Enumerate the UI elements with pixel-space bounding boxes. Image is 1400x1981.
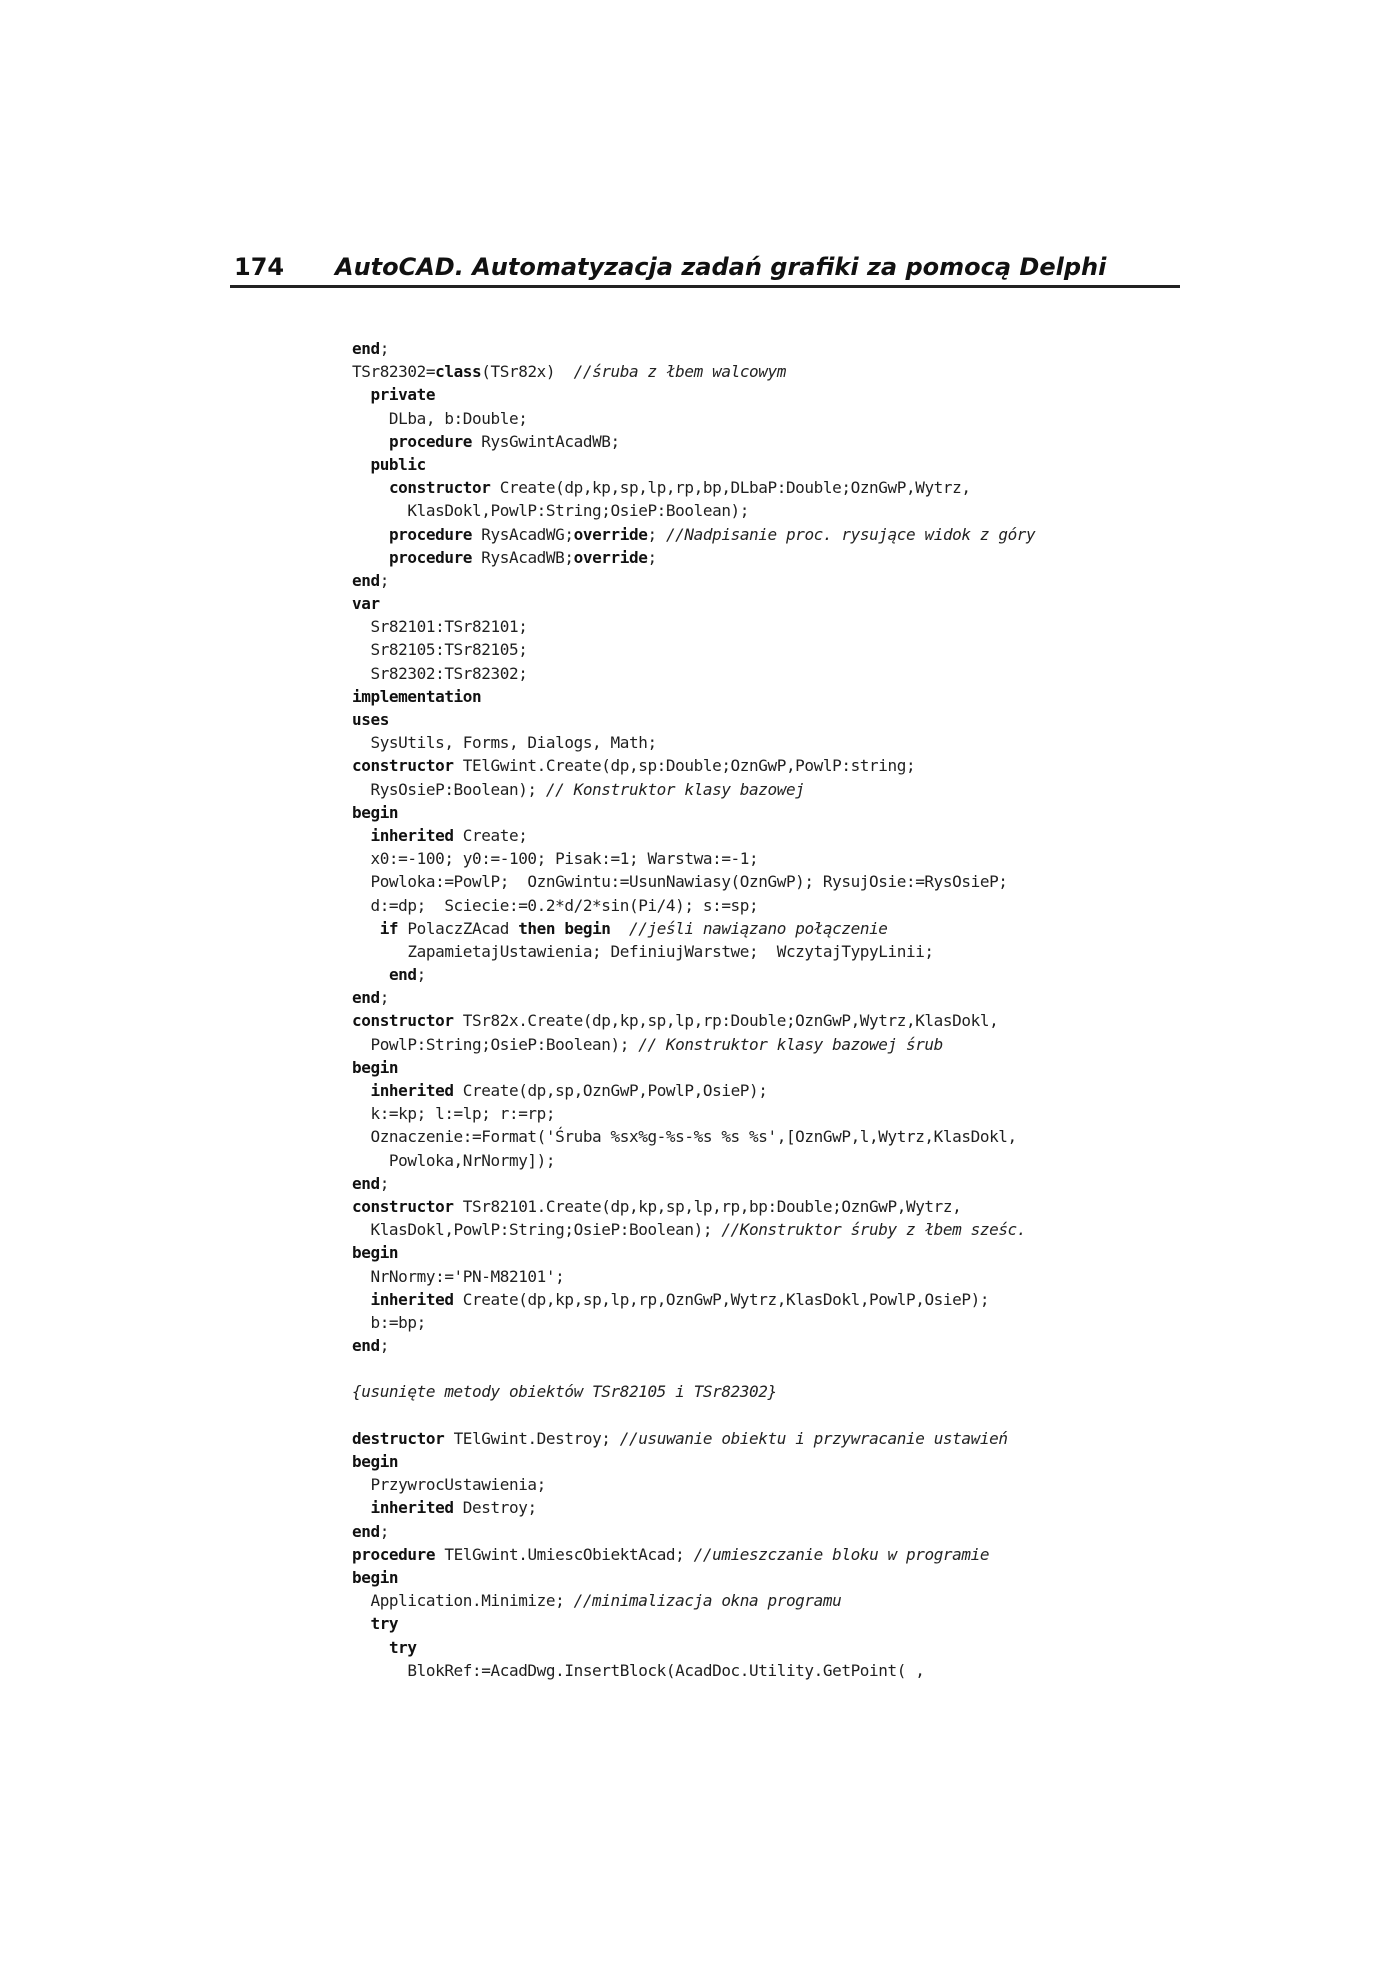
code-line (352, 1566, 1172, 1589)
code-line (352, 407, 1172, 430)
keyword: inherited (370, 825, 454, 845)
code-text: x0:=-100; y0:=-100; Pisak:=1; Warstwa:=-1; (352, 849, 759, 869)
code-line (352, 917, 1172, 940)
code-text: Create; (453, 825, 528, 845)
code-line (352, 685, 1172, 708)
code-line (352, 1172, 1172, 1195)
comment: //usuwanie obiektu i przywracanie ustawień (619, 1428, 1008, 1448)
code-line (352, 337, 1172, 360)
code-line (352, 1496, 1172, 1519)
code-text: TSr82101.Create(dp,kp,sp,lp,rp,bp:Double;OznGwP,Wytrz, (453, 1196, 962, 1216)
code-text: Destroy; (453, 1498, 537, 1518)
code-text: Powloka,NrNormy]); (352, 1150, 556, 1170)
code-text: k:=kp; l:=lp; r:=rp; (352, 1104, 556, 1124)
code-line (352, 638, 1172, 661)
keyword: try (370, 1614, 399, 1634)
code-line (352, 731, 1172, 754)
code-text: ; (379, 570, 389, 590)
code-line (352, 1659, 1172, 1682)
code-text: KlasDokl,PowlP:String;OsieP:Boolean); (352, 1220, 722, 1240)
code-text (352, 478, 389, 497)
keyword: begin (352, 1567, 399, 1587)
code-line (352, 1288, 1172, 1311)
code-text (352, 965, 389, 984)
keyword: override (573, 547, 648, 567)
keyword: inherited (370, 1081, 454, 1100)
keyword: constructor (352, 1196, 454, 1216)
page-number: 174 (234, 253, 285, 281)
keyword: end (352, 1173, 380, 1193)
code-text: TElGwint.UmiescObiektAcad; (435, 1544, 694, 1564)
keyword: procedure (388, 431, 473, 451)
code-listing (352, 337, 1172, 1682)
code-line (352, 592, 1172, 615)
keyword: if (379, 918, 399, 938)
code-text: ; (379, 988, 389, 1008)
code-line (352, 940, 1172, 963)
code-text (352, 826, 370, 845)
code-line (352, 1056, 1172, 1079)
code-text (352, 1614, 370, 1633)
code-text: Sr82101:TSr82101; (352, 617, 528, 637)
code-text: Create(dp,kp,sp,lp,rp,bp,DLbaP:Double;OznGwP,Wytrz, (490, 478, 971, 498)
keyword: private (370, 385, 436, 405)
code-text: (TSr82x) (481, 362, 574, 382)
comment: //jeśli nawiązano połączenie (629, 918, 888, 938)
code-line (352, 383, 1172, 406)
keyword: uses (352, 710, 389, 729)
code-text: ; (379, 1173, 389, 1193)
code-line (352, 708, 1172, 731)
code-line (352, 1357, 1172, 1380)
comment: // Konstruktor klasy bazowej śrub (638, 1034, 943, 1054)
code-line (352, 476, 1172, 499)
keyword: inherited (370, 1498, 454, 1518)
code-text: KlasDokl,PowlP:String;OsieP:Boolean); (352, 501, 750, 521)
keyword: end (388, 965, 417, 985)
code-text: ; (416, 965, 426, 985)
code-line (352, 1589, 1172, 1612)
code-text: DLba, b:Double; (352, 408, 528, 428)
code-line (352, 1636, 1172, 1659)
code-line (352, 870, 1172, 893)
code-line (352, 1334, 1172, 1357)
code-text (352, 432, 389, 451)
keyword: end (352, 1336, 380, 1356)
code-line (352, 1009, 1172, 1032)
code-text: RysAcadWG; (472, 524, 574, 544)
code-text: Create(dp,sp,OznGwP,PowlP,OsieP); (453, 1081, 768, 1100)
keyword: begin (352, 1057, 399, 1077)
keyword: procedure (388, 547, 473, 567)
code-text: RysOsieP:Boolean); (352, 779, 546, 799)
code-text: RysGwintAcadWB; (472, 431, 620, 451)
code-line (352, 1218, 1172, 1241)
keyword: public (370, 454, 426, 474)
code-text: TSr82302= (352, 362, 436, 382)
code-line (352, 546, 1172, 569)
code-line (352, 824, 1172, 847)
code-text (352, 919, 380, 938)
code-line (352, 1612, 1172, 1635)
keyword: begin (352, 1452, 399, 1471)
code-line (352, 523, 1172, 546)
code-text: NrNormy:='PN-M82101'; (352, 1266, 565, 1286)
code-line (352, 1311, 1172, 1334)
keyword: begin (352, 1243, 399, 1263)
code-line (352, 1520, 1172, 1543)
code-text: b:=bp; (352, 1312, 426, 1332)
keyword: implementation (352, 686, 482, 706)
code-line (352, 1195, 1172, 1218)
keyword: end (352, 339, 380, 358)
code-text: ; (647, 547, 657, 567)
code-text (352, 1081, 370, 1100)
code-line (352, 1125, 1172, 1148)
code-text: BlokRef:=AcadDwg.InsertBlock(AcadDoc.Utility.GetPoint( , (352, 1660, 925, 1680)
running-header (230, 252, 1180, 288)
code-text: ZapamietajUstawienia; DefiniujWarstwe; WczytajTypyLinii; (352, 941, 934, 961)
code-text: Sr82302:TSr82302; (352, 663, 528, 683)
code-line (352, 360, 1172, 383)
code-text: TElGwint.Destroy; (444, 1428, 620, 1448)
code-line (352, 963, 1172, 986)
code-line (352, 499, 1172, 522)
book-title: AutoCAD. Automatyzacja zadań grafiki za pomocą Delphi (335, 253, 1107, 281)
code-text: Sr82105:TSr82105; (352, 640, 528, 660)
code-line (352, 453, 1172, 476)
code-line (352, 801, 1172, 824)
keyword: constructor (388, 478, 491, 498)
code-text: SysUtils, Forms, Dialogs, Math; (352, 733, 657, 753)
code-text: Application.Minimize; (352, 1591, 574, 1611)
code-line (352, 1079, 1172, 1102)
code-line (352, 430, 1172, 453)
code-line (352, 1473, 1172, 1496)
code-line (352, 1102, 1172, 1125)
keyword: end (352, 570, 380, 590)
code-line (352, 1404, 1172, 1427)
keyword: var (352, 594, 380, 614)
code-text (352, 455, 370, 474)
code-text: Create(dp,kp,sp,lp,rp,OznGwP,Wytrz,KlasDokl,PowlP,OsieP); (453, 1289, 990, 1309)
comment: //śruba z łbem walcowym (573, 362, 786, 382)
comment: //Konstruktor śruby z łbem sześc. (721, 1220, 1027, 1240)
keyword: then begin (518, 918, 611, 938)
code-text: PrzywrocUstawienia; (352, 1475, 546, 1495)
code-text: PolaczZAcad (398, 918, 519, 938)
code-text (352, 1498, 370, 1517)
keyword: begin (352, 802, 399, 822)
keyword: class (435, 362, 482, 382)
code-text (352, 1290, 370, 1309)
code-line (352, 847, 1172, 870)
code-line (352, 1380, 1172, 1403)
keyword: override (573, 524, 648, 544)
code-text (352, 548, 389, 567)
code-text (352, 1638, 389, 1657)
code-text (611, 919, 629, 938)
code-text: RysAcadWB; (472, 547, 574, 567)
comment: //umieszczanie bloku w programie (693, 1544, 990, 1564)
keyword: constructor (352, 1011, 454, 1031)
code-text (352, 385, 370, 404)
code-text: ; (379, 1336, 389, 1356)
comment: // Konstruktor klasy bazowej (545, 779, 805, 799)
code-text (352, 525, 389, 544)
code-line (352, 986, 1172, 1009)
code-line (352, 778, 1172, 801)
code-line (352, 1033, 1172, 1056)
code-text: ; (379, 339, 389, 358)
keyword: destructor (352, 1428, 445, 1448)
code-text: d:=dp; Sciecie:=0.2*d/2*sin(Pi/4); s:=sp; (352, 895, 759, 915)
code-line (352, 754, 1172, 777)
keyword: end (352, 988, 380, 1008)
keyword: try (388, 1637, 417, 1657)
code-line (352, 1265, 1172, 1288)
code-text: ; (379, 1521, 389, 1541)
code-line (352, 1450, 1172, 1473)
keyword: end (352, 1521, 380, 1541)
code-text: TElGwint.Create(dp,sp:Double;OznGwP,PowlP:string; (453, 756, 916, 776)
code-line (352, 569, 1172, 592)
keyword: procedure (352, 1544, 436, 1564)
comment: {usunięte metody obiektów TSr82105 i TSr82302} (352, 1382, 777, 1402)
keyword: constructor (352, 756, 454, 776)
code-text: Oznaczenie:=Format('Śruba %sx%g-%s-%s %s %s',[OznGwP,l,Wytrz,KlasDokl, (352, 1127, 1017, 1147)
code-line (352, 662, 1172, 685)
code-text: TSr82x.Create(dp,kp,sp,lp,rp:Double;OznGwP,Wytrz,KlasDokl, (453, 1011, 999, 1031)
code-line (352, 1427, 1172, 1450)
code-line (352, 1241, 1172, 1264)
keyword: inherited (370, 1289, 454, 1309)
code-line (352, 1149, 1172, 1172)
comment: //Nadpisanie proc. rysujące widok z góry (665, 524, 1036, 544)
code-text: ; (647, 524, 666, 544)
keyword: procedure (388, 524, 473, 544)
code-text: Powloka:=PowlP; OznGwintu:=UsunNawiasy(OznGwP); RysujOsie:=RysOsieP; (352, 872, 1008, 892)
code-line (352, 1543, 1172, 1566)
code-line (352, 894, 1172, 917)
code-line (352, 615, 1172, 638)
comment: //minimalizacja okna programu (573, 1591, 842, 1611)
code-text: PowlP:String;OsieP:Boolean); (352, 1034, 639, 1054)
